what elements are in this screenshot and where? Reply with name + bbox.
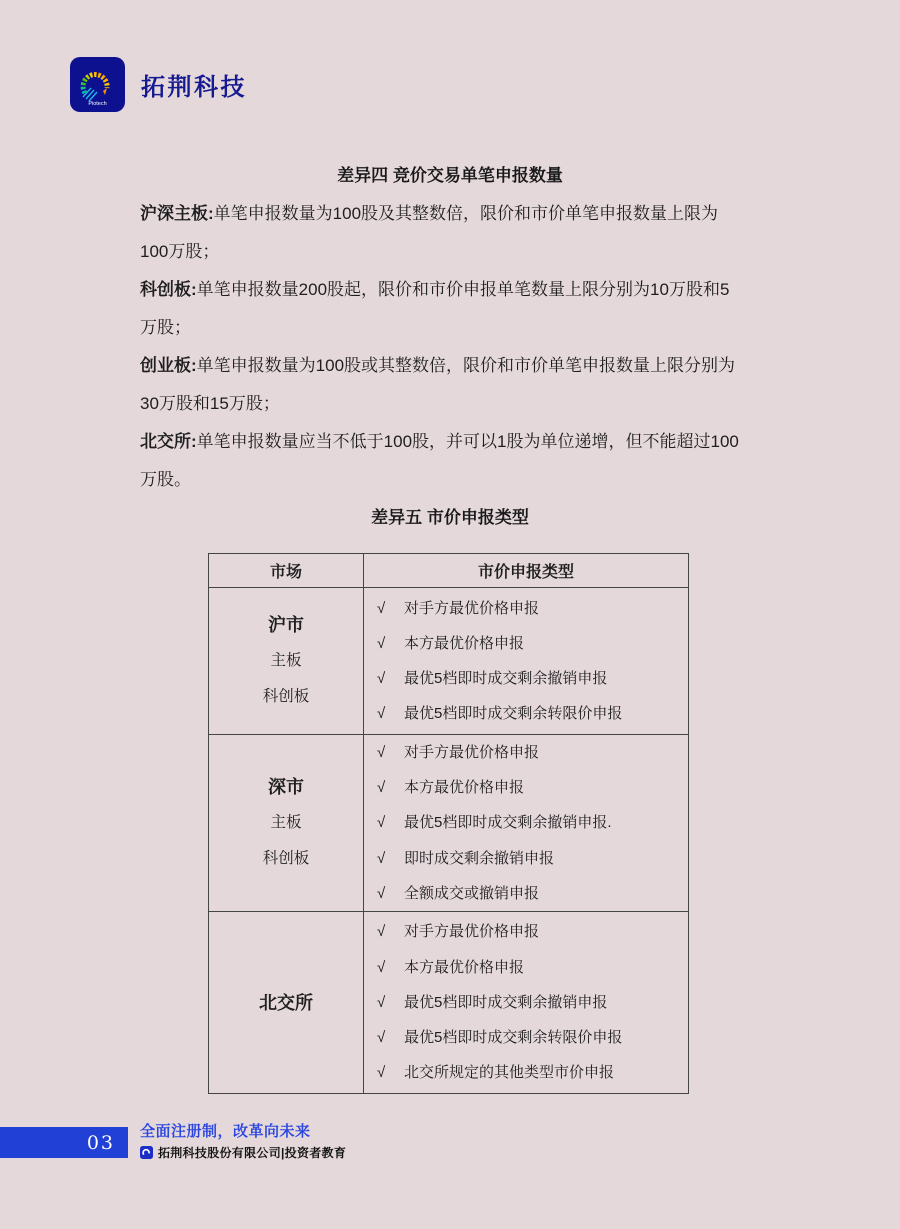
table-header-market: 市场	[209, 554, 364, 587]
paragraph-text: 单笔申报数量为100股或其整数倍，限价和市价单笔申报数量上限分别为30万股和15万股；	[140, 356, 736, 413]
order-type-item	[364, 696, 688, 731]
table-row-shenzhen	[209, 735, 688, 912]
check-icon: √	[377, 993, 386, 1011]
footer-slogan: 全面注册制，改革向未来	[140, 1123, 311, 1140]
check-icon: √	[377, 599, 386, 617]
order-type-label: 本方最优价格申报	[404, 779, 525, 797]
market-title: 沪市	[268, 615, 304, 635]
order-type-label: 本方最优价格申报	[404, 634, 525, 652]
check-icon: √	[377, 814, 386, 832]
check-icon: √	[377, 634, 386, 652]
order-type-item	[364, 735, 688, 770]
market-cell	[209, 912, 364, 1093]
order-type-item	[364, 914, 688, 949]
order-type-label: 北交所规定的其他类型市价申报	[404, 1064, 615, 1082]
main-content	[0, 157, 900, 537]
mini-logo-icon	[140, 1146, 153, 1159]
section-title-quantity: 差异四 竞价交易单笔申报数量	[337, 166, 563, 185]
order-type-label: 对手方最优价格申报	[404, 744, 540, 761]
paragraph-star-board	[140, 271, 745, 347]
order-type-label: 最优5档即时成交剩余撤销申报	[404, 993, 608, 1011]
market-cell	[209, 588, 364, 734]
svg-text:Piotech: Piotech	[88, 101, 107, 107]
brand-name: 拓荆科技	[141, 74, 247, 101]
paragraph-label: 北交所:	[140, 432, 197, 451]
order-type-item	[364, 1020, 688, 1055]
market-title: 深市	[268, 777, 304, 797]
check-icon: √	[377, 849, 386, 867]
check-icon: √	[377, 884, 386, 902]
order-type-item	[364, 661, 688, 696]
section-title-types: 差异五 市价申报类型	[371, 508, 529, 527]
paragraph-label: 创业板:	[140, 356, 197, 375]
paragraph-chinext	[140, 347, 745, 423]
paragraph-main-board	[140, 195, 745, 271]
check-icon: √	[377, 1029, 386, 1047]
market-sub-board: 主板	[270, 652, 302, 669]
check-icon: √	[377, 779, 386, 797]
page-number-bar	[0, 1127, 128, 1158]
table-row-bse	[209, 912, 688, 1093]
brand-header	[70, 57, 247, 112]
order-type-label: 最优5档即时成交剩余撤销申报	[404, 670, 608, 687]
market-sub-board: 科创板	[262, 850, 310, 867]
order-types-cell	[364, 912, 688, 1093]
market-sub-board: 主板	[270, 814, 302, 831]
order-type-item	[364, 841, 688, 876]
check-icon: √	[377, 744, 386, 761]
order-type-item	[364, 876, 688, 911]
order-type-item	[364, 591, 688, 626]
paragraph-bse	[140, 423, 745, 499]
order-types-cell	[364, 735, 688, 911]
company-text: 拓荆科技股份有限公司|投资者教育	[158, 1146, 347, 1160]
market-sub-board: 科创板	[262, 688, 310, 705]
check-icon: √	[377, 705, 386, 723]
check-icon: √	[377, 923, 386, 941]
order-type-item	[364, 805, 688, 840]
order-type-label: 全额成交或撤销申报	[404, 884, 540, 902]
order-type-label: 即时成交剩余撤销申报	[404, 849, 555, 867]
order-type-item	[364, 1055, 688, 1090]
order-types-cell	[364, 588, 688, 734]
table-row-shanghai	[209, 588, 688, 735]
table-header-row	[209, 554, 688, 588]
paragraph-label: 沪深主板:	[140, 204, 214, 223]
paragraph-text: 单笔申报数量200股起，限价和市价申报单笔数量上限分别为10万股和5万股；	[140, 280, 730, 337]
order-type-item	[364, 985, 688, 1020]
order-type-item	[364, 950, 688, 985]
paragraph-label: 科创板:	[140, 280, 197, 299]
check-icon: √	[377, 670, 386, 687]
order-type-label: 最优5档即时成交剩余撤销申报.	[404, 814, 612, 832]
page-number: 03	[86, 1131, 115, 1154]
market-title: 北交所	[259, 992, 313, 1013]
check-icon: √	[377, 958, 386, 976]
piotech-logo-icon	[70, 57, 125, 112]
paragraph-text: 单笔申报数量应当不低于100股，并可以1股为单位递增，但不能超过100万股。	[140, 432, 739, 489]
footer-company-line	[140, 1144, 346, 1161]
order-type-label: 本方最优价格申报	[404, 958, 525, 976]
order-type-label: 对手方最优价格申报	[404, 923, 540, 941]
check-icon: √	[377, 1064, 386, 1082]
order-type-label: 最优5档即时成交剩余转限价申报	[404, 1029, 623, 1047]
quantity-paragraphs	[140, 195, 745, 499]
order-type-label: 对手方最优价格申报	[404, 599, 540, 617]
table-header-order-types: 市价申报类型	[477, 564, 574, 581]
market-cell	[209, 735, 364, 911]
order-type-label: 最优5档即时成交剩余转限价申报	[404, 705, 623, 723]
paragraph-text: 单笔申报数量为100股及其整数倍，限价和市价单笔申报数量上限为100万股；	[140, 204, 719, 261]
order-type-item	[364, 626, 688, 661]
order-type-item	[364, 770, 688, 805]
market-order-type-table	[208, 553, 689, 1094]
